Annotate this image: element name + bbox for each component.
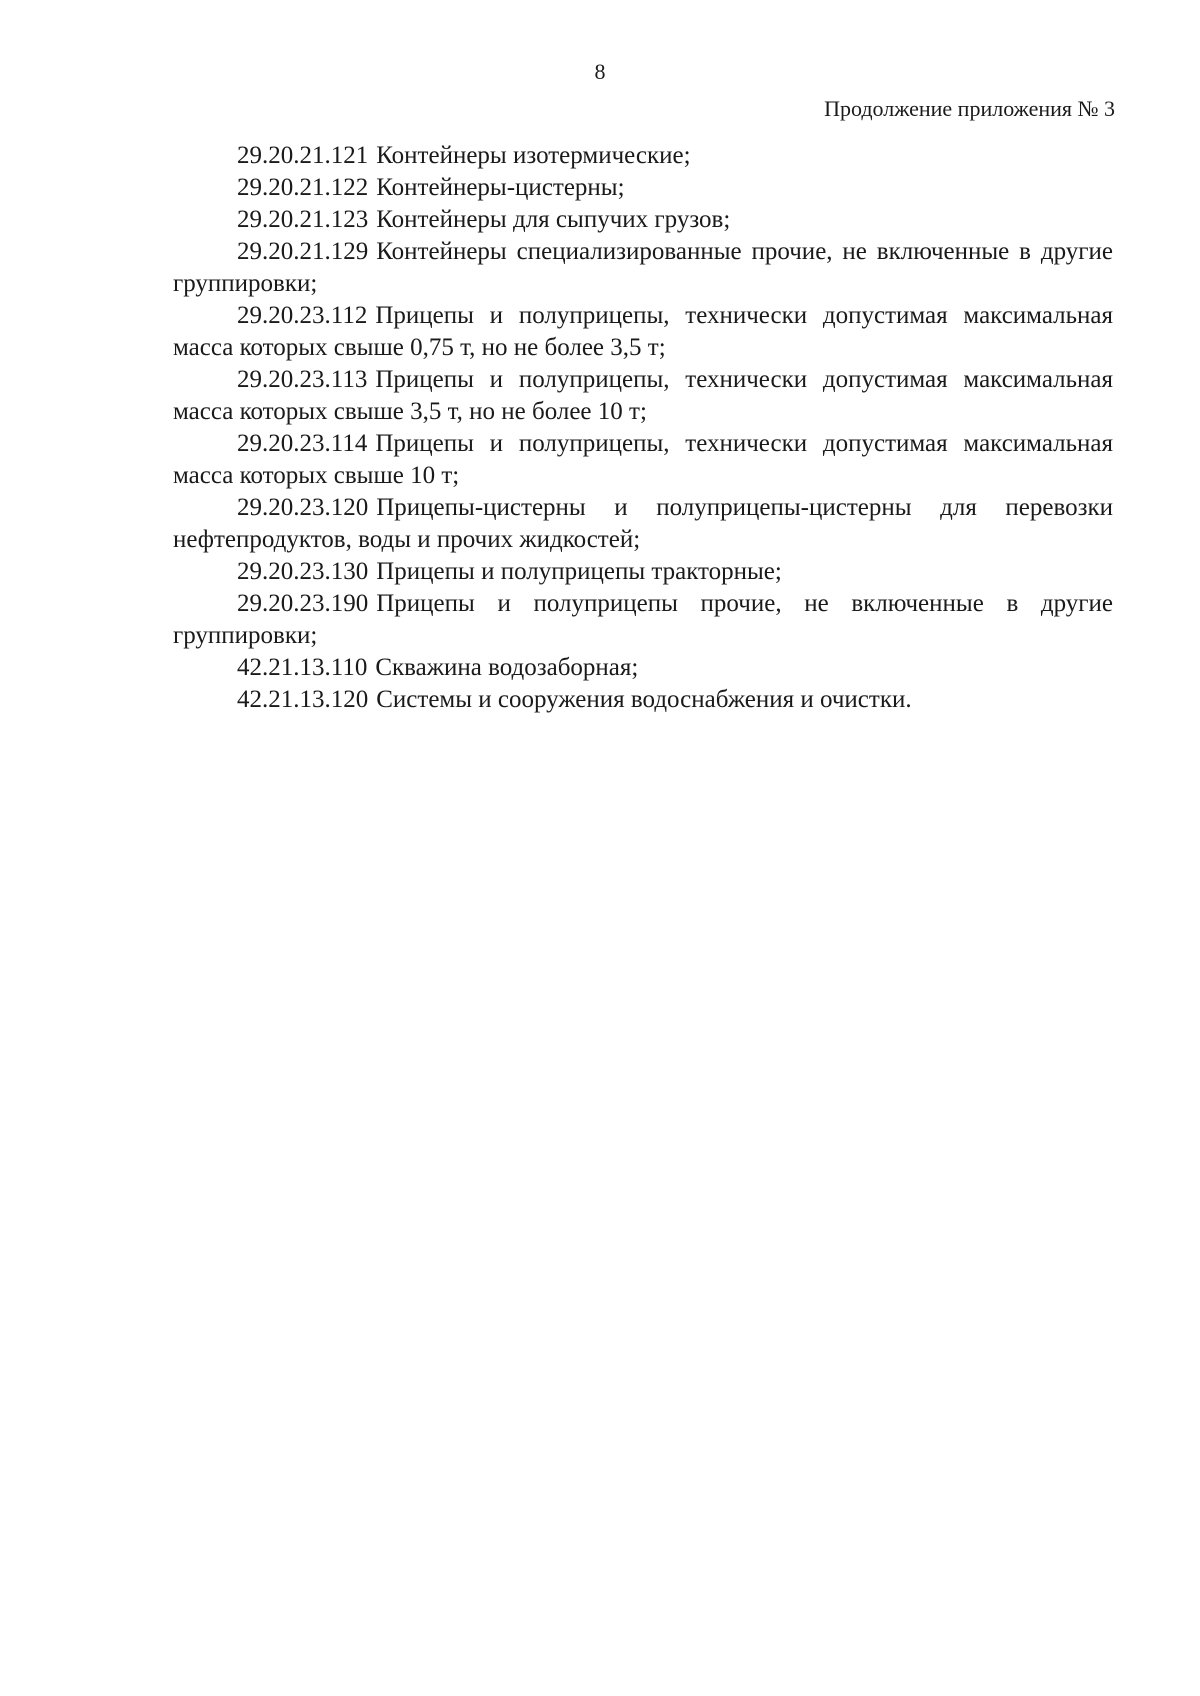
- entry-text: Прицепы и полуприцепы тракторные;: [376, 558, 782, 585]
- entry-text: Контейнеры изотермические;: [376, 142, 691, 169]
- list-item: [173, 428, 1113, 492]
- list-item: [173, 492, 1113, 556]
- list-item: [173, 364, 1113, 428]
- entry-text: Скважина водозаборная;: [375, 654, 639, 681]
- list-item: [173, 684, 1113, 716]
- entry-text: Прицепы и полуприцепы, технически допустимая максимальная масса которых свыше 0,75 т, но не более 3,5 т;: [173, 302, 1113, 361]
- entry-code: 29.20.23.190: [237, 590, 369, 617]
- classification-list: [173, 140, 1113, 716]
- list-item: [173, 652, 1113, 684]
- entry-code: 29.20.23.112: [237, 302, 368, 329]
- entry-text: Системы и сооружения водоснабжения и очистки.: [376, 686, 912, 713]
- entry-code: 29.20.21.122: [237, 174, 369, 201]
- entry-code: 29.20.21.129: [237, 238, 369, 265]
- page-number: 8: [594, 59, 606, 84]
- entry-text: Прицепы и полуприцепы, технически допустимая максимальная масса которых свыше 3,5 т, но не более 10 т;: [173, 366, 1113, 425]
- entry-code: 29.20.23.120: [237, 494, 369, 521]
- list-item: [173, 204, 1113, 236]
- list-item: [173, 172, 1113, 204]
- entry-text: Прицепы и полуприцепы прочие, не включенные в другие группировки;: [173, 590, 1113, 649]
- entry-code: 42.21.13.110: [237, 654, 368, 681]
- entry-code: 29.20.23.114: [237, 430, 368, 457]
- list-item: [173, 140, 1113, 172]
- list-item: [173, 236, 1113, 300]
- entry-code: 42.21.13.120: [237, 686, 369, 713]
- entry-text: Прицепы-цистерны и полуприцепы-цистерны для перевозки нефтепродуктов, воды и прочих жидкостей;: [173, 494, 1113, 553]
- entry-text: Прицепы и полуприцепы, технически допустимая максимальная масса которых свыше 10 т;: [173, 430, 1113, 489]
- entry-text: Контейнеры-цистерны;: [376, 174, 625, 201]
- list-item: [173, 300, 1113, 364]
- entry-code: 29.20.21.123: [237, 206, 369, 233]
- entry-code: 29.20.23.130: [237, 558, 369, 585]
- entry-code: 29.20.23.113: [237, 366, 368, 393]
- entry-text: Контейнеры специализированные прочие, не включенные в другие группировки;: [173, 238, 1113, 297]
- list-item: [173, 556, 1113, 588]
- list-item: [173, 588, 1113, 652]
- entry-code: 29.20.21.121: [237, 142, 369, 169]
- entry-text: Контейнеры для сыпучих грузов;: [376, 206, 731, 233]
- appendix-continuation-note: Продолжение приложения № 3: [824, 96, 1115, 121]
